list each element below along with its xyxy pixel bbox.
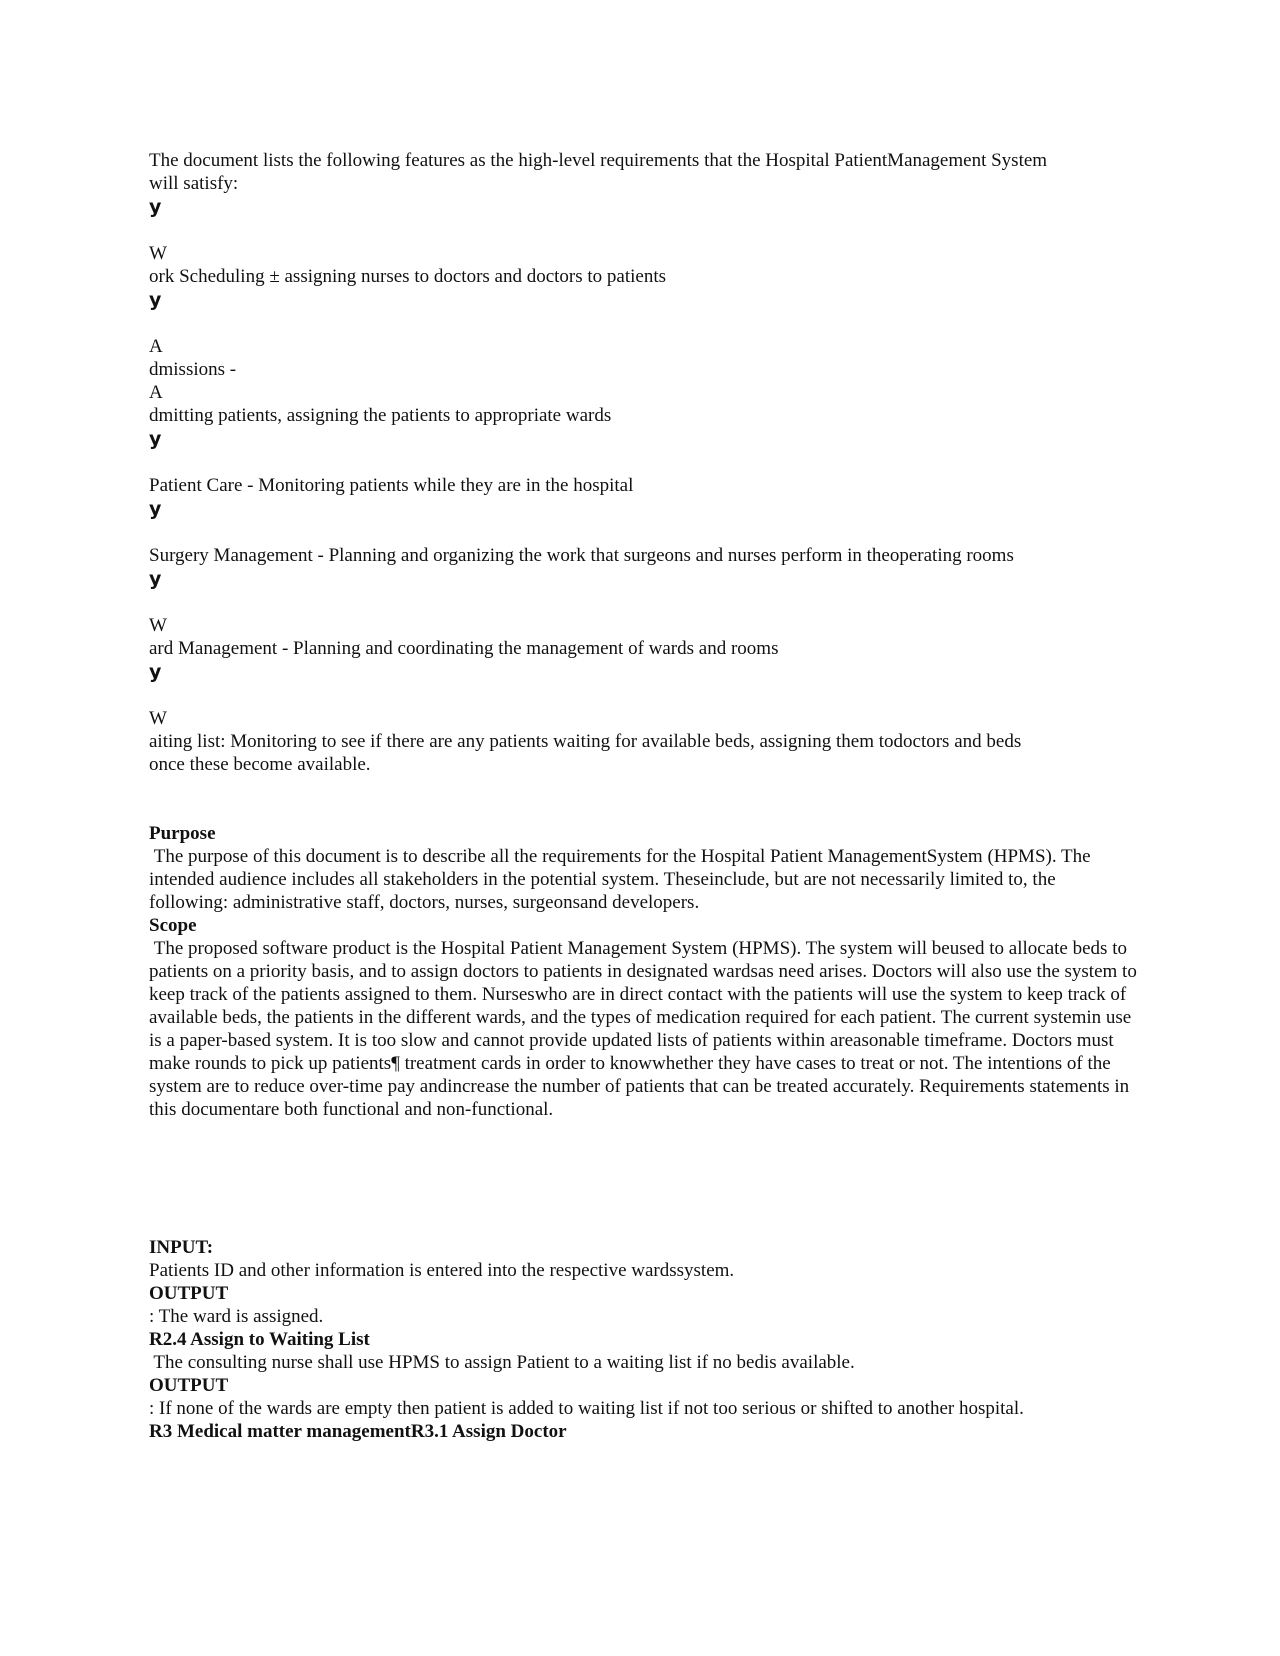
output-text-2: : If none of the wards are empty then patient is added to waiting list if not too serious or shifted to another hospital. (149, 1398, 1024, 1419)
input-label: INPUT: (149, 1237, 214, 1258)
feature-item (149, 544, 1139, 567)
feature-line: A (149, 336, 163, 357)
feature-line: W (149, 708, 167, 729)
feature-line: W (149, 615, 167, 636)
feature-line: Surgery Management - Planning and organizing the work that surgeons and nurses perform in theoperating rooms (149, 545, 1014, 566)
feature-line: ork Scheduling ± assigning nurses to doctors and doctors to patients (149, 266, 667, 287)
document-content (149, 149, 1142, 1443)
input-text: Patients ID and other information is entered into the respective wardssystem. (149, 1260, 735, 1281)
feature-item (149, 335, 1139, 427)
feature-item (149, 614, 1139, 660)
feature-line: A (149, 382, 163, 403)
purpose-section (149, 822, 1139, 914)
bullet-glyph: y (149, 196, 162, 218)
output-label: OUTPUT (149, 1283, 229, 1304)
purpose-body: The purpose of this document is to describe all the requirements for the Hospital Patient ManagementSystem (HPMS). The intended audience includes all stakeholders in the potential system. Theseinclude, but are not necessarily limited to, the following: administrative staff, doctors, nurses, surgeonsand developers. (149, 846, 1096, 913)
feature-item (149, 474, 1139, 497)
bullet-glyph: y (149, 289, 162, 311)
output-label-2: OUTPUT (149, 1375, 229, 1396)
feature-item (149, 242, 1139, 288)
feature-line: W (149, 243, 167, 264)
r2-4-heading: R2.4 Assign to Waiting List (149, 1329, 370, 1350)
feature-item (149, 707, 1139, 776)
scope-body: The proposed software product is the Hospital Patient Management System (HPMS). The system will beused to allocate beds to patients on a priority basis, and to assign doctors to patients in designated wardsas need arises. Doctors will also use the system to keep track of the patients assigned to them. Nurseswho are in direct contact with the patients will use the system to keep track of available beds, the patients in the different wards, and the types of medication required for each patient. The current systemin use is a paper-based system. It is too slow and cannot provide updated lists of patients within areasonable timeframe. Doctors must make rounds to pick up patients¶ treatment cards in order to knowwhether they have cases to treat or not. The intentions of the system are to reduce over-time pay andincrease the number of patients that can be treated accurately. Requirements statements in this documentare both functional and non-functional. (149, 938, 1142, 1120)
purpose-heading: Purpose (149, 823, 216, 844)
feature-line: dmissions - (149, 359, 237, 380)
feature-line: ard Management - Planning and coordinating the management of wards and rooms (149, 638, 779, 659)
scope-heading: Scope (149, 915, 197, 936)
feature-list (149, 195, 1139, 776)
feature-line: aiting list: Monitoring to see if there are any patients waiting for available beds, assigning them todoctors and beds (149, 731, 1022, 752)
bullet-glyph: y (149, 428, 162, 450)
bullet-glyph: y (149, 661, 162, 683)
io-section (149, 1236, 1139, 1443)
r3-heading: R3 Medical matter managementR3.1 Assign Doctor (149, 1421, 567, 1442)
feature-line: dmitting patients, assigning the patients to appropriate wards (149, 405, 612, 426)
feature-line: once these become available. (149, 754, 371, 775)
scope-section (149, 914, 1142, 1121)
intro-paragraph: The document lists the following features as the high-level requirements that the Hospital PatientManagement System will satisfy: (149, 150, 1048, 194)
feature-line: Patient Care - Monitoring patients while they are in the hospital (149, 475, 634, 496)
bullet-glyph: y (149, 498, 162, 520)
output-text: : The ward is assigned. (149, 1306, 324, 1327)
bullet-glyph: y (149, 568, 162, 590)
r2-4-text: The consulting nurse shall use HPMS to assign Patient to a waiting list if no bedis available. (149, 1352, 855, 1373)
